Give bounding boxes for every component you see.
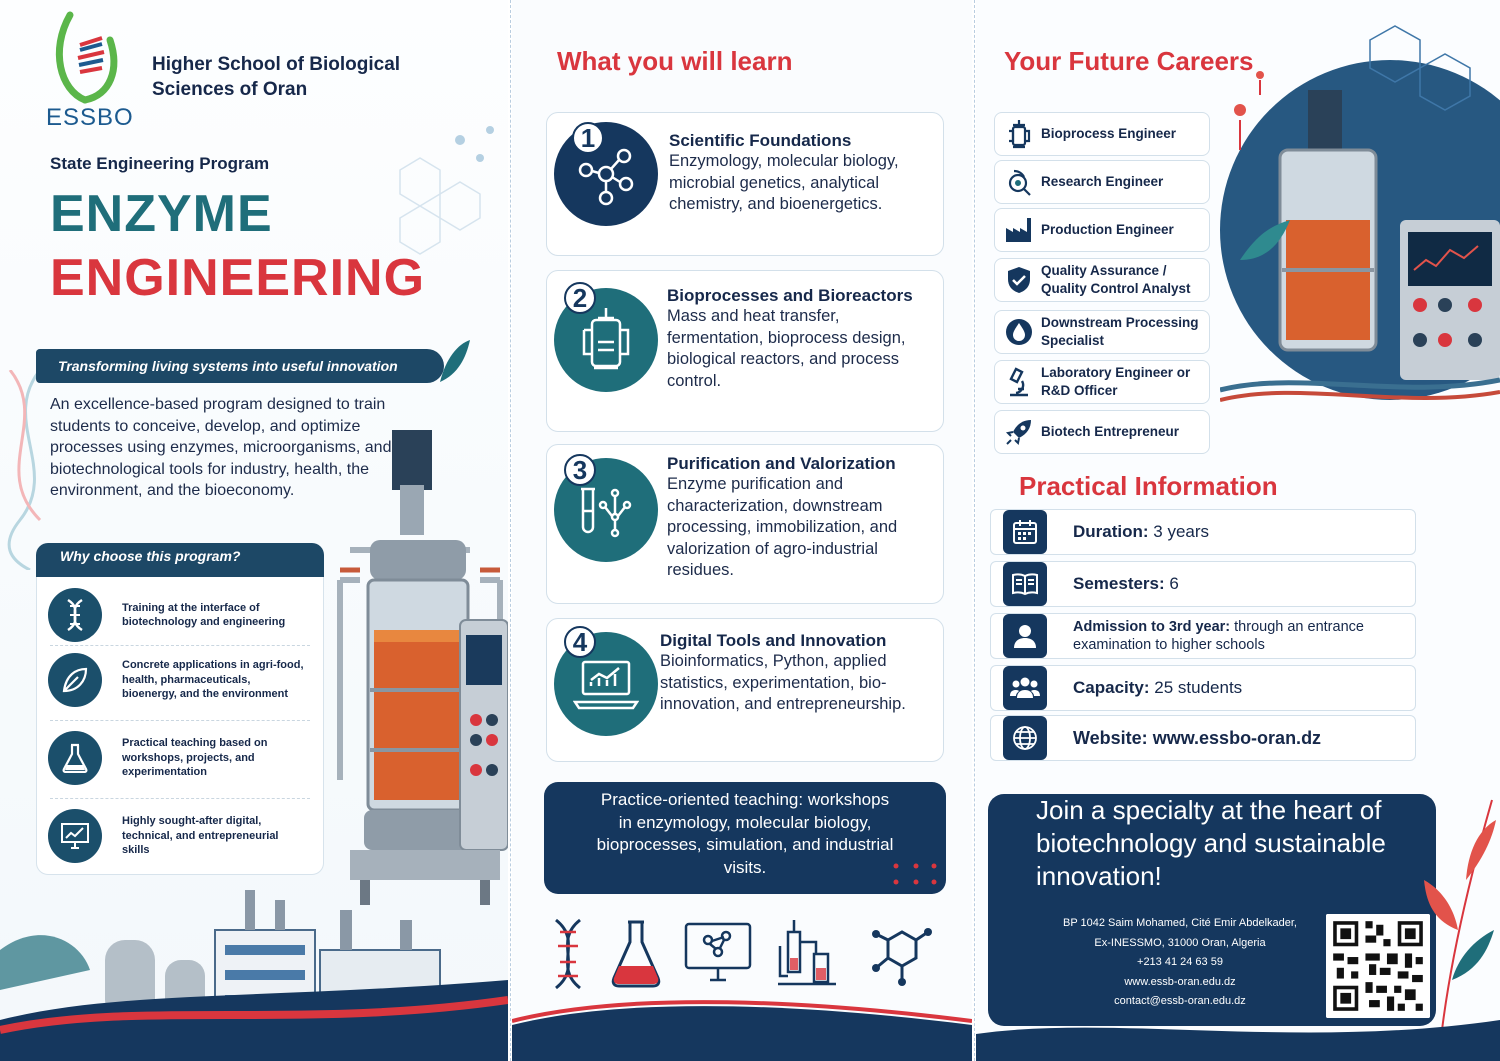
panel-left	[0, 0, 508, 1061]
module-number: 3	[564, 454, 596, 486]
monitor-chart-icon	[48, 809, 102, 863]
globe-icon	[1003, 716, 1047, 760]
why-item	[48, 650, 308, 710]
info-text	[1073, 728, 1321, 749]
title-line1: ENZYME	[50, 185, 273, 243]
factory-scene-icon	[0, 880, 508, 1061]
info-label: Admission to 3rd year:	[1073, 619, 1231, 635]
info-text	[1073, 522, 1209, 542]
career-label: Research Engineer	[1041, 174, 1164, 189]
info-value: 25 students	[1154, 678, 1243, 697]
career-label: Laboratory Engineer or R&D Officer	[1041, 365, 1191, 398]
fold-line	[974, 0, 975, 1061]
module-title: Bioprocesses and Bioreactors	[667, 286, 913, 305]
why-item	[48, 585, 308, 645]
dots-decoration-icon	[890, 860, 940, 888]
molecule-icon	[554, 122, 658, 226]
module-text: Enzymology, molecular biology, microbial genetics, analytical chemistry, and bioenergetics.	[669, 152, 899, 213]
info-row	[990, 561, 1416, 607]
module-number: 1	[572, 122, 604, 154]
info-label: Capacity:	[1073, 678, 1150, 697]
drop-icon	[1001, 314, 1037, 350]
info-row	[990, 613, 1416, 659]
program-label: State Engineering Program	[50, 154, 270, 173]
leaf-icon	[48, 653, 102, 707]
bioreactor-scene-icon	[1220, 0, 1500, 460]
divider	[50, 645, 310, 646]
module-text: Mass and heat transfer, fermentation, bioprocess design, biological reactors, and process control.	[667, 307, 906, 390]
careers-heading: Your Future Careers	[1004, 46, 1254, 76]
info-row	[990, 509, 1416, 555]
school-name-line2: Sciences of Oran	[152, 79, 308, 100]
factory-icon	[1001, 212, 1037, 248]
flask-icon	[608, 918, 664, 990]
module-title: Digital Tools and Innovation	[660, 631, 887, 650]
molecule-icon	[862, 918, 936, 990]
career-label: Quality Assurance / Quality Control Analyst	[1041, 263, 1191, 296]
monitor-molecule-icon	[682, 918, 754, 990]
book-icon	[1003, 562, 1047, 606]
divider	[50, 798, 310, 799]
phone-number: +213 41 24 63 59	[1137, 956, 1223, 968]
career-item	[994, 112, 1210, 156]
info-label: Semesters:	[1073, 574, 1165, 593]
module-text: Bioinformatics, Python, applied statistics, experimentation, bio-innovation, and entrepreneurship.	[660, 652, 906, 713]
website-url[interactable]: www.essb-oran.edu.dz	[1124, 975, 1236, 988]
person-icon	[1003, 614, 1047, 658]
school-name	[152, 52, 452, 102]
info-value: 3 years	[1153, 522, 1210, 541]
dna-icon	[550, 918, 586, 990]
why-heading: Why choose this program?	[36, 543, 324, 577]
career-item	[994, 208, 1210, 252]
email-address[interactable]: contact@essb-oran.edu.dz	[1114, 995, 1246, 1007]
practical-heading: Practical Information	[1019, 471, 1278, 501]
wave-decoration-icon	[976, 1010, 1500, 1061]
dna-icon	[48, 588, 102, 642]
tagline-banner	[36, 349, 444, 383]
info-row	[990, 715, 1416, 761]
bioreactor-illustration-icon	[330, 430, 508, 910]
info-value: 6	[1169, 574, 1179, 593]
leaves-decoration-icon	[1422, 790, 1500, 1030]
shield-check-icon	[1001, 262, 1037, 298]
why-item-text: Training at the interface of biotechnology and engineering	[122, 601, 286, 628]
career-label: Production Engineer	[1041, 222, 1174, 237]
career-item	[994, 360, 1210, 404]
distillation-icon	[774, 918, 840, 990]
intro-text: An excellence-based program designed to train students to conceive, develop, and optimize processes using enzymes, microorganisms, and biotechnological tools for industry, health, the environment, and the bioeconomy.	[50, 396, 392, 499]
why-item	[48, 728, 308, 788]
info-label: Website:	[1073, 727, 1148, 748]
panel-right	[976, 0, 1500, 1061]
group-icon	[1003, 666, 1047, 710]
career-label: Biotech Entrepreneur	[1041, 424, 1180, 439]
website-link[interactable]: www.essbo-oran.dz	[1152, 727, 1322, 748]
career-item	[994, 258, 1210, 302]
practice-box	[544, 782, 946, 894]
module-title: Scientific Foundations	[669, 131, 852, 150]
module-number: 2	[564, 282, 596, 314]
fold-line	[510, 0, 511, 1061]
module-number: 4	[564, 626, 596, 658]
career-item	[994, 160, 1210, 204]
leaf-decoration-icon	[436, 338, 472, 384]
divider	[50, 720, 310, 721]
qr-code-icon[interactable]	[1326, 914, 1430, 1018]
practice-text: Practice-oriented teaching: workshops in enzymology, molecular biology, bioprocesses, simulation, and industrial visits.	[596, 790, 894, 877]
hexagon-watermark-icon	[370, 110, 500, 260]
title-line2: ENGINEERING	[50, 249, 426, 307]
career-item	[994, 310, 1210, 354]
school-name-line1: Higher School of Biological	[152, 54, 401, 75]
join-text: Join a specialty at the heart of biotechnology and sustainable innovation!	[1036, 795, 1386, 891]
learn-heading: What you will learn	[557, 46, 793, 76]
module-text: Enzyme purification and characterization, downstream processing, immobilization, and valorization of agro-industrial residues.	[667, 475, 898, 579]
why-item	[48, 806, 308, 866]
why-item-text: Highly sought-after digital, technical, and entrepreneurial skills	[122, 815, 279, 857]
info-text	[1073, 678, 1242, 698]
career-label: Bioprocess Engineer	[1041, 126, 1177, 141]
why-item-text: Practical teaching based on workshops, projects, and experimentation	[122, 737, 268, 779]
calendar-icon	[1003, 510, 1047, 554]
module-title: Purification and Valorization	[667, 454, 896, 473]
bioprocess-icon	[1001, 116, 1037, 152]
why-item-text: Concrete applications in agri-food, health, pharmaceuticals, bioenergy, and the environment	[122, 659, 304, 701]
info-label: Duration:	[1073, 522, 1149, 541]
career-item	[994, 410, 1210, 454]
tagline-text: Transforming living systems into useful innovation	[58, 358, 398, 374]
address-line1: BP 1042 Saim Mohamed, Cité Emir Abdelkader,	[1063, 917, 1297, 929]
research-icon	[1001, 164, 1037, 200]
wave-decoration-icon	[512, 995, 972, 1061]
microscope-icon	[1001, 364, 1037, 400]
info-row	[990, 665, 1416, 711]
rocket-icon	[1001, 414, 1037, 450]
panel-middle	[512, 0, 972, 1061]
flask-icon	[48, 731, 102, 785]
join-box	[988, 794, 1436, 1026]
info-text	[1073, 618, 1383, 654]
career-label: Downstream Processing Specialist	[1041, 315, 1199, 348]
logo-text: ESSBO	[46, 104, 134, 131]
info-text	[1073, 574, 1179, 594]
info-value: through an entrance examination to higher schools	[1073, 619, 1364, 653]
address-line2: Ex-INESSMO, 31000 Oran, Algeria	[1094, 936, 1266, 949]
contact-block	[1032, 914, 1328, 1012]
